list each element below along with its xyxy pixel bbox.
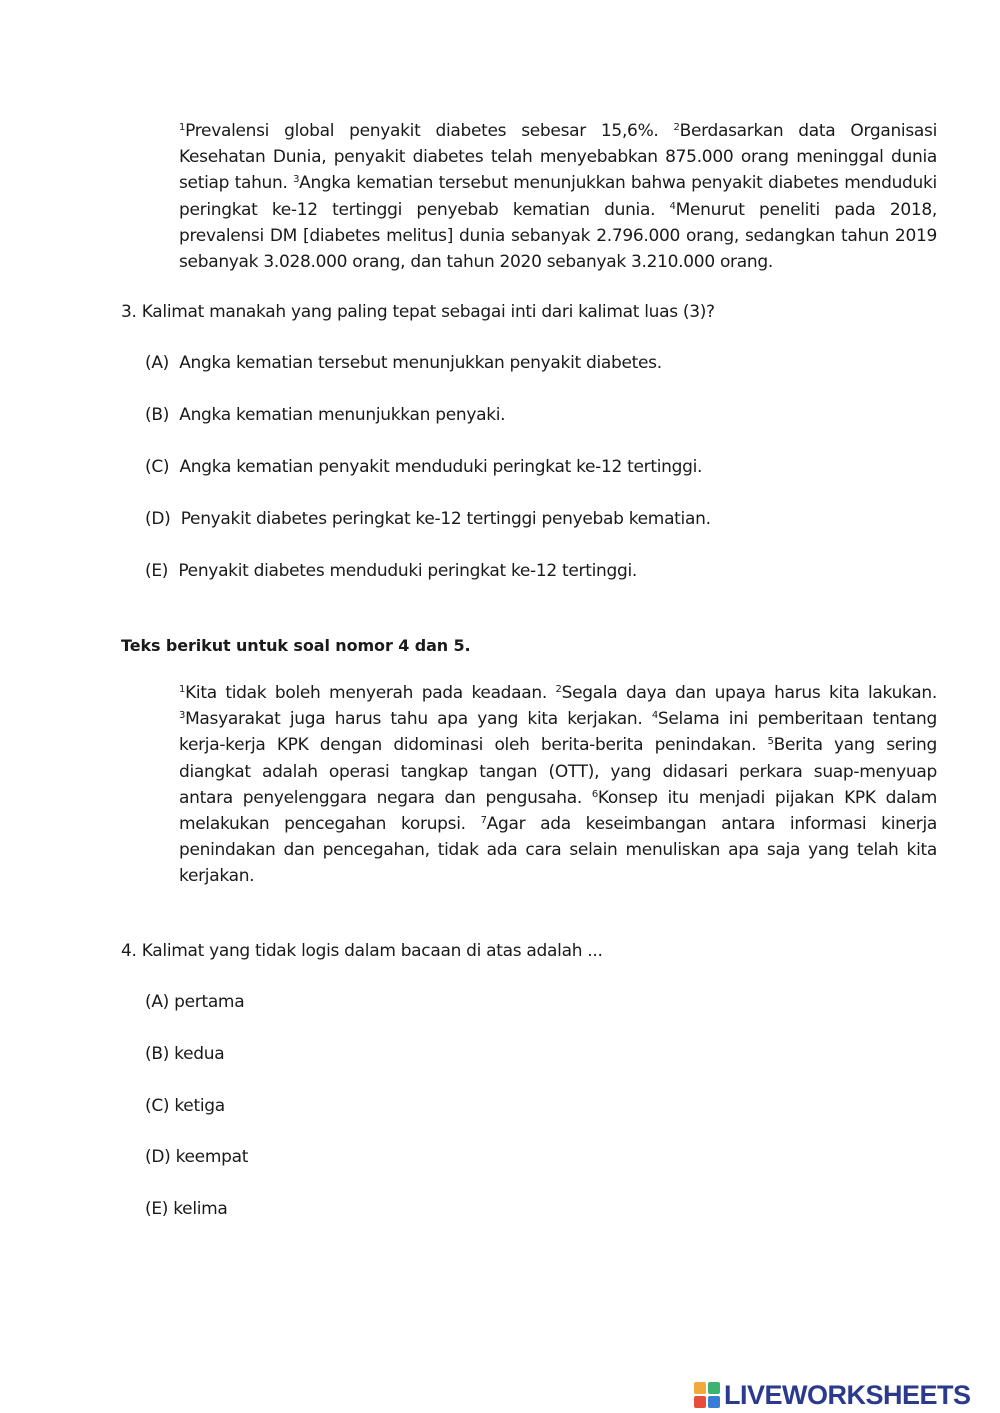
sentence: $^3$Angka kematian tersebut menunjukkan bahwa penyakit diabetes menduduki peringkat ke-12 tertinggi penyebab kematian dunia.	[179, 173, 937, 220]
option-text: Angka kematian menunjukkan penyaki.	[179, 405, 506, 425]
option-letter: (E)	[145, 1199, 169, 1219]
question-4-stem: 4. Kalimat yang tidak logis dalam bacaan di atas adalah ...	[121, 941, 603, 961]
question-3-option-e[interactable]	[145, 561, 637, 581]
option-letter: (E)	[145, 561, 169, 581]
option-letter: (B)	[145, 405, 170, 425]
sentence: $^2$Segala daya dan upaya harus kita lakukan.	[555, 683, 937, 703]
question-4-option-c[interactable]	[145, 1096, 225, 1116]
question-3-option-a[interactable]	[145, 353, 662, 373]
option-text: kelima	[173, 1199, 228, 1219]
logo-text: LIVEWORKSHEETS	[724, 1379, 971, 1410]
sentence: $^4$Selama ini pemberitaan tentang kerja-kerja KPK dengan didominasi oleh berita-berita penindakan.	[179, 709, 937, 756]
logo-mark-icon	[694, 1382, 720, 1408]
option-text: Angka kematian tersebut menunjukkan penyakit diabetes.	[179, 353, 662, 373]
question-4-option-b[interactable]	[145, 1044, 224, 1064]
option-text: Penyakit diabetes peringkat ke-12 tertinggi penyebab kematian.	[180, 509, 711, 529]
option-letter: (D)	[145, 1147, 171, 1167]
passage-kpk	[121, 680, 937, 890]
option-text: kedua	[174, 1044, 225, 1064]
question-3-option-c[interactable]	[145, 457, 702, 477]
liveworksheets-logo[interactable]	[694, 1378, 971, 1412]
sentence: $^1$Prevalensi global penyakit diabetes sebesar 15,6%.	[179, 121, 674, 141]
passage-diabetes	[121, 118, 937, 275]
option-letter: (D)	[145, 509, 171, 529]
question-3-option-b[interactable]	[145, 405, 505, 425]
sentence: $^6$Konsep itu menjadi pijakan KPK dalam melakukan pencegahan korupsi.	[179, 787, 938, 835]
question-3-stem: 3. Kalimat manakah yang paling tepat sebagai inti dari kalimat luas (3)?	[121, 302, 715, 322]
option-letter: (B)	[145, 1044, 170, 1064]
sentence: $^7$Agar ada keseimbangan antara informasi kinerja penindakan dan pencegahan, tidak ada cara selain menuliskan apa saja yang telah kita kerjakan.	[179, 814, 937, 887]
sentence: $^3$Masyarakat juga harus tahu apa yang kita kerjakan.	[179, 709, 652, 730]
option-text: keempat	[175, 1147, 249, 1167]
option-letter: (A)	[145, 353, 169, 373]
option-text: Angka kematian penyakit menduduki peringkat ke-12 tertinggi.	[179, 457, 703, 477]
sentence: $^4$Menurut peneliti pada 2018, prevalensi DM [diabetes melitus] dunia sebanyak 2.796.000 orang, sedangkan tahun 2019 sebanyak 3.028.000 orang, dan tahun 2020 sebanyak 3.210.000 orang.	[179, 199, 937, 273]
sentence: $^2$Berdasarkan data Organisasi Kesehatan Dunia, penyakit diabetes telah menyebabkan 875.000 orang meninggal dunia setiap tahun.	[179, 121, 937, 194]
option-letter: (C)	[145, 1096, 170, 1116]
option-letter: (A)	[145, 992, 169, 1012]
option-letter: (C)	[145, 457, 170, 477]
option-text: Penyakit diabetes menduduki peringkat ke-12 tertinggi.	[178, 561, 637, 581]
question-4-option-e[interactable]	[145, 1199, 228, 1219]
option-text: ketiga	[174, 1096, 225, 1116]
question-4-option-a[interactable]	[145, 992, 244, 1012]
question-3-option-d[interactable]	[145, 509, 711, 529]
section-heading: Teks berikut untuk soal nomor 4 dan 5.	[121, 636, 471, 655]
sentence: $^5$Berita yang sering diangkat adalah operasi tangkap tangan (OTT), yang didasari perkara suap-menyuap antara penyelenggara negara dan pengusaha.	[179, 735, 938, 808]
question-4-option-d[interactable]	[145, 1147, 248, 1167]
sentence: $^1$Kita tidak boleh menyerah pada keadaan.	[179, 683, 556, 703]
option-text: pertama	[174, 992, 245, 1012]
